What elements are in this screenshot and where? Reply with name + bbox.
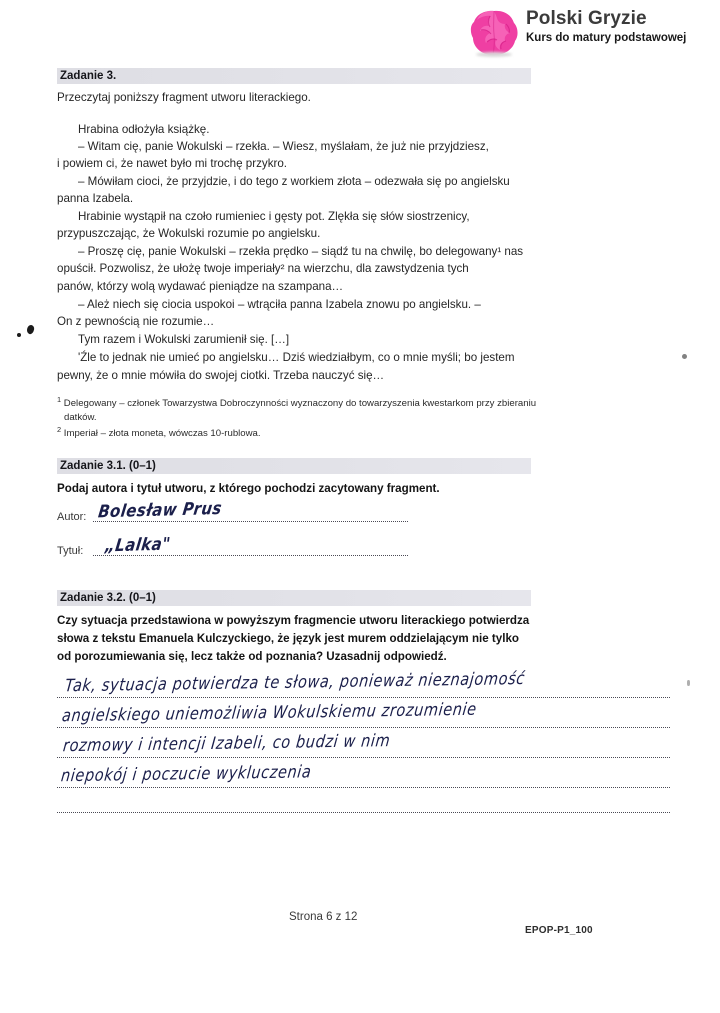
footnote-marker: 2 <box>57 424 62 434</box>
ink-smudge <box>17 333 21 337</box>
title-field-label: Tytuł: <box>57 545 84 557</box>
footnote-1-cont: datków. <box>64 412 97 423</box>
passage-line: Hrabina odłożyła książkę. <box>78 123 210 136</box>
footnote-1 <box>57 394 537 410</box>
task-3-2-prompt-line: słowa z tekstu Emanuela Kulczyckiego, że język jest murem oddzielającym nie tylko <box>57 632 519 645</box>
task-3-2-header-label: Zadanie 3.2. (0–1) <box>60 592 156 604</box>
brand-title: Polski Gryzie <box>526 8 647 29</box>
passage-line: On z pewnością nie rozumie… <box>57 315 215 328</box>
answer-handwriting-line: rozmowy i intencji Izabeli, co budzi w nim <box>62 731 392 756</box>
passage-line: opuścił. Pozwolisz, że ułożę twoje imperiały² na wierzchu, dla zawstydzenia tych <box>57 262 469 275</box>
title-field-handwriting: „Lalka" <box>104 533 172 556</box>
answer-dotted-line[interactable] <box>57 727 670 728</box>
footnote-2-text: Imperiał – złota moneta, wówczas 10-rublowa. <box>63 428 261 439</box>
task-3-header-label: Zadanie 3. <box>60 70 117 82</box>
passage-line: Tym razem i Wokulski zarumienił się. […] <box>78 333 290 346</box>
sheet-code-label: EPOP-P1_100 <box>525 925 593 936</box>
passage-line: i powiem ci, że nawet było mi trochę przykro. <box>57 157 288 170</box>
task-3-1-instruction: Podaj autora i tytuł utworu, z którego pochodzi zacytowany fragment. <box>57 482 440 495</box>
task-3-header-band <box>57 68 531 84</box>
page-number-label: Strona 6 z 12 <box>289 911 358 923</box>
footnote-2 <box>57 424 261 440</box>
passage-line: 'Źle to jednak nie umieć po angielsku… Dziś wiedziałbym, co o mnie myśli; bo jestem <box>78 351 515 364</box>
answer-dotted-line[interactable] <box>57 697 670 698</box>
passage-line: panów, którzy wolą wydawać pieniądze na szampana… <box>57 280 344 293</box>
task-3-1-header-label: Zadanie 3.1. (0–1) <box>60 460 156 472</box>
passage-line: przypuszczając, że Wokulski rozumie po angielsku. <box>57 227 321 240</box>
answer-handwriting-line: Tak, sytuacja potwierdza te słowa, ponieważ nieznajomość <box>64 669 526 696</box>
brand-subtitle: Kurs do matury podstawowej <box>526 32 687 44</box>
answer-dotted-line[interactable] <box>57 787 670 788</box>
passage-line: – Mówiłam cioci, że przyjdzie, i do tego z workiem złota – odezwała się po angielsku <box>78 175 510 188</box>
answer-dotted-line[interactable] <box>57 812 670 813</box>
ink-smudge <box>687 680 690 686</box>
answer-dotted-line[interactable] <box>57 757 670 758</box>
passage-line: – Proszę cię, panie Wokulski – rzekła prędko – siądź tu na chwilę, bo delegowany¹ nas <box>78 245 524 258</box>
author-field-dotted-line[interactable] <box>93 521 408 522</box>
title-field-dotted-line[interactable] <box>93 555 408 556</box>
ink-smudge <box>25 324 35 335</box>
footnote-marker: 1 <box>57 394 62 404</box>
task-3-2-prompt-line: Czy sytuacja przedstawiona w powyższym fragmencie utworu literackiego potwierdza <box>57 614 530 627</box>
author-field-label: Autor: <box>57 511 87 523</box>
answer-handwriting-line: angielskiego uniemożliwia Wokulskiemu zrozumienie <box>61 700 478 726</box>
author-field-handwriting: Bolesław Prus <box>97 497 224 522</box>
passage-line: Hrabinie wystąpił na czoło rumieniec i gęsty pot. Zlękła się słów siostrzenicy, <box>78 210 470 223</box>
task-3-instruction: Przeczytaj poniższy fragment utworu literackiego. <box>57 91 311 104</box>
answer-handwriting-line: niepokój i poczucie wykluczenia <box>60 763 313 786</box>
passage-line: – Ależ niech się ciocia uspokoi – wtrąciła panna Izabela znowu po angielsku. – <box>78 298 481 311</box>
ink-smudge <box>682 354 687 359</box>
task-3-2-prompt-line: od porozumiewania się, lecz także od poznania? Uzasadnij odpowiedź. <box>57 650 447 663</box>
passage-line: – Witam cię, panie Wokulski – rzekła. – Wiesz, myślałam, że już nie przyjdziesz, <box>78 140 489 153</box>
footnote-1-text: Delegowany – członek Towarzystwa Dobroczynności wyznaczony do towarzyszenia kwestarkom przy zbieraniu <box>63 398 537 409</box>
passage-line: panna Izabela. <box>57 192 134 205</box>
passage-line: pewny, że o mnie mówiła do swojej ciotki. Trzeba nauczyć się… <box>57 369 385 382</box>
